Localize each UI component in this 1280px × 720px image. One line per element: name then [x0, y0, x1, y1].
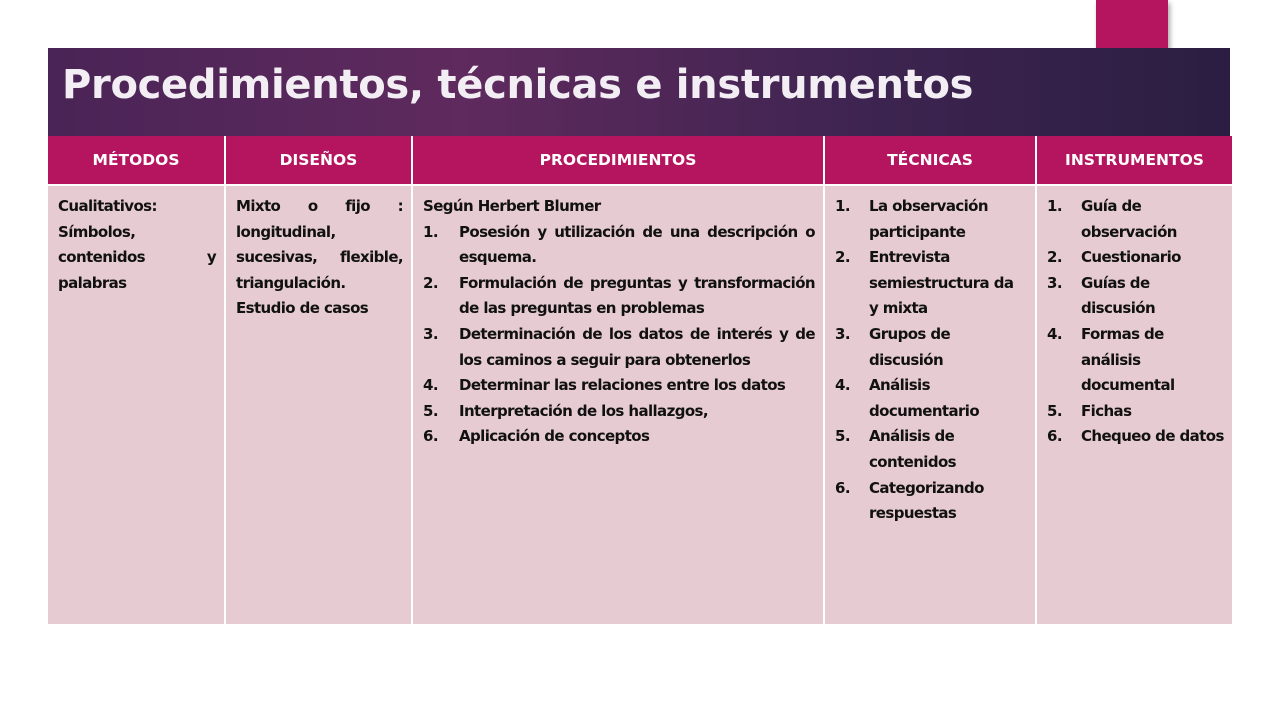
cell-procedimientos — [412, 185, 824, 624]
tecnicas-list — [835, 194, 1027, 527]
list-number: 3. — [1047, 273, 1062, 292]
header-instrumentos: INSTRUMENTOS — [1036, 136, 1232, 185]
list-text: Análisis documentario — [869, 376, 980, 420]
header-tecnicas: TÉCNICAS — [824, 136, 1036, 185]
list-text: La observación participante — [869, 197, 988, 241]
list-number: 1. — [1047, 197, 1062, 215]
list-text: Categorizando respuestas — [869, 478, 984, 523]
list-text: Interpretación de los hallazgos, — [459, 401, 708, 420]
list-number: 4. — [835, 376, 850, 395]
header-procedimientos: PROCEDIMIENTOS — [412, 136, 824, 185]
list-number: 2. — [835, 248, 850, 267]
cell-instrumentos — [1036, 185, 1232, 624]
list-number: 5. — [1047, 401, 1062, 420]
list-item — [423, 399, 815, 425]
list-number: 5. — [423, 401, 438, 420]
list-item — [423, 424, 815, 450]
slide-title: Procedimientos, técnicas e instrumentos — [62, 62, 974, 108]
list-item — [423, 271, 815, 322]
table-header-row — [48, 136, 1232, 185]
cell-metodos: Cualitativos: Símbolos, contenidos y palabras — [48, 185, 225, 624]
instrumentos-list — [1047, 194, 1224, 450]
list-item — [835, 476, 1027, 527]
list-item — [835, 373, 1027, 424]
list-text: Grupos de discusión — [869, 324, 951, 369]
header-metodos: MÉTODOS — [48, 136, 225, 185]
list-number: 6. — [423, 427, 438, 446]
list-text: Entrevista semiestructura da y mixta — [869, 248, 1014, 318]
list-number: 1. — [835, 197, 850, 215]
list-number: 6. — [835, 478, 850, 497]
list-text: Posesión y utilización de una descripción o esquema. — [459, 222, 815, 267]
list-text: Chequeo de datos — [1081, 427, 1224, 446]
list-item — [1047, 194, 1224, 245]
procedimientos-lead: Según Herbert Blumer — [423, 197, 601, 215]
list-number: 2. — [1047, 248, 1062, 267]
list-item — [1047, 271, 1224, 322]
list-text: Análisis de contenidos — [869, 427, 957, 471]
list-text: Guía de observación — [1081, 197, 1177, 241]
list-text: Fichas — [1081, 401, 1132, 420]
list-item — [1047, 245, 1224, 271]
list-number: 3. — [423, 324, 438, 343]
list-item — [835, 194, 1027, 245]
list-number: 1. — [423, 222, 438, 241]
list-text: Guías de discusión — [1081, 273, 1156, 318]
list-item — [1047, 399, 1224, 425]
procedimientos-list — [423, 220, 815, 450]
list-item — [1047, 322, 1224, 399]
cell-disenos: Mixto o fijo : longitudinal, sucesivas, flexible, triangulación. Estudio de casos — [225, 185, 412, 624]
list-item — [423, 220, 815, 271]
list-item — [423, 322, 815, 373]
list-item — [423, 373, 815, 399]
header-disenos: DISEÑOS — [225, 136, 412, 185]
title-bar — [48, 48, 1230, 136]
list-number: 4. — [423, 376, 438, 395]
methods-table — [48, 136, 1232, 624]
list-text: Determinación de los datos de interés y de los caminos a seguir para obtenerlos — [459, 324, 815, 369]
list-number: 5. — [835, 427, 850, 446]
list-number: 2. — [423, 273, 438, 292]
table-row — [48, 185, 1232, 624]
list-item — [835, 322, 1027, 373]
cell-tecnicas — [824, 185, 1036, 624]
list-number: 6. — [1047, 427, 1062, 446]
list-item — [1047, 424, 1224, 450]
list-text: Formas de análisis documental — [1081, 324, 1175, 395]
list-text: Cuestionario — [1081, 248, 1181, 267]
list-number: 3. — [835, 324, 850, 343]
list-text: Aplicación de conceptos — [459, 427, 650, 446]
list-number: 4. — [1047, 324, 1062, 343]
list-text: Determinar las relaciones entre los datos — [459, 376, 786, 395]
list-item — [835, 424, 1027, 475]
list-text: Formulación de preguntas y transformación de las preguntas en problemas — [459, 273, 815, 318]
list-item — [835, 245, 1027, 322]
